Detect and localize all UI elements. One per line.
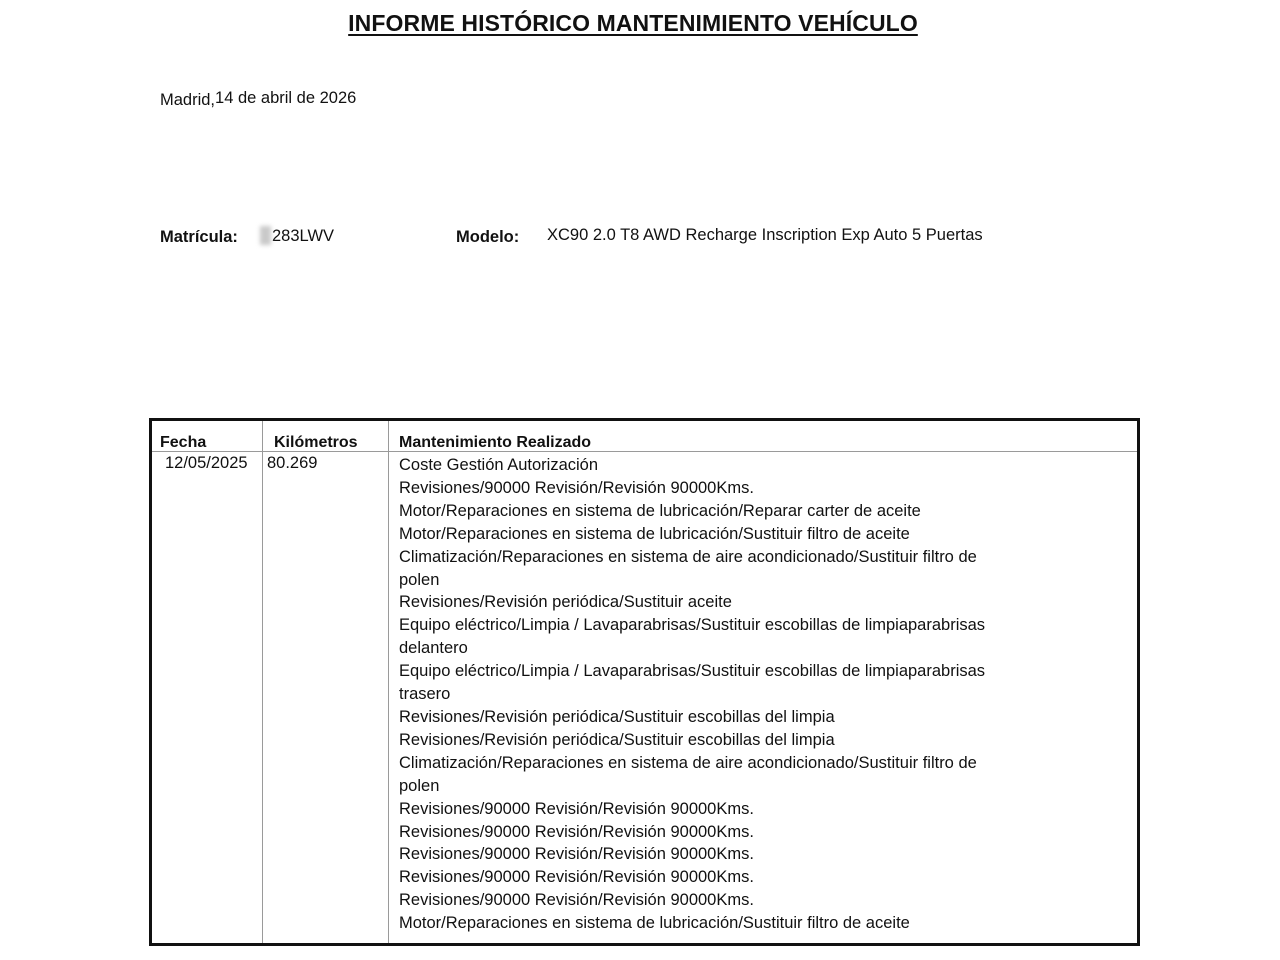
- maintenance-line: trasero: [399, 685, 451, 704]
- report-date: 14 de abril de 2026: [215, 89, 357, 107]
- maintenance-line: Motor/Reparaciones en sistema de lubricación/Reparar carter de aceite: [399, 501, 921, 520]
- header-date: Fecha: [160, 434, 207, 451]
- header-maintenance: Mantenimiento Realizado: [399, 434, 592, 451]
- maintenance-line: delantero: [399, 639, 468, 658]
- maintenance-line: polen: [399, 570, 440, 589]
- place: Madrid,: [160, 91, 216, 109]
- maintenance-line: Revisiones/90000 Revisión/Revisión 90000Kms.: [399, 845, 754, 864]
- maintenance-line: Revisiones/Revisión periódica/Sustituir escobillas del limpia: [399, 707, 835, 726]
- maintenance-table: [149, 418, 1140, 946]
- maintenance-line: Motor/Reparaciones en sistema de lubricación/Sustituir filtro de aceite: [399, 524, 910, 543]
- row-date: 12/05/2025: [165, 454, 248, 472]
- maintenance-line: Revisiones/90000 Revisión/Revisión 90000Kms.: [399, 478, 754, 497]
- column-divider: [262, 421, 263, 943]
- maintenance-line: Revisiones/90000 Revisión/Revisión 90000Kms.: [399, 868, 754, 887]
- maintenance-line: Revisiones/90000 Revisión/Revisión 90000Kms.: [399, 799, 754, 818]
- maintenance-line: Motor/Reparaciones en sistema de lubricación/Sustituir filtro de aceite: [399, 914, 910, 933]
- plate-value: 283LWV: [272, 227, 335, 245]
- maintenance-line: Climatización/Reparaciones en sistema de aire acondicionado/Sustituir filtro de: [399, 753, 977, 772]
- maintenance-line: Revisiones/90000 Revisión/Revisión 90000Kms.: [399, 891, 754, 910]
- plate-label: Matrícula:: [160, 228, 238, 246]
- plate-value-wrapper: [260, 226, 334, 246]
- maintenance-line: Revisiones/Revisión periódica/Sustituir aceite: [399, 593, 732, 612]
- maintenance-line: Coste Gestión Autorización: [399, 456, 599, 474]
- maintenance-line: Revisiones/90000 Revisión/Revisión 90000Kms.: [399, 822, 754, 841]
- maintenance-line: polen: [399, 776, 440, 795]
- header-km: Kilómetros: [274, 434, 358, 451]
- row-km: 80.269: [267, 454, 318, 472]
- maintenance-line: Climatización/Reparaciones en sistema de aire acondicionado/Sustituir filtro de: [399, 547, 977, 566]
- model-value: XC90 2.0 T8 AWD Recharge Inscription Exp Auto 5 Puertas: [547, 226, 983, 244]
- column-divider: [388, 421, 389, 943]
- maintenance-line: Revisiones/Revisión periódica/Sustituir escobillas del limpia: [399, 730, 835, 749]
- maintenance-line: Equipo eléctrico/Limpia / Lavaparabrisas/Sustituir escobillas de limpiaparabrisas: [399, 662, 986, 681]
- model-label: Modelo:: [456, 228, 520, 246]
- redacted-mark: [260, 226, 271, 245]
- document-title: INFORME HISTÓRICO MANTENIMIENTO VEHÍCULO: [348, 10, 918, 36]
- maintenance-list: [399, 454, 985, 935]
- maintenance-line: Equipo eléctrico/Limpia / Lavaparabrisas/Sustituir escobillas de limpiaparabrisas: [399, 616, 986, 635]
- place-date: [160, 89, 356, 108]
